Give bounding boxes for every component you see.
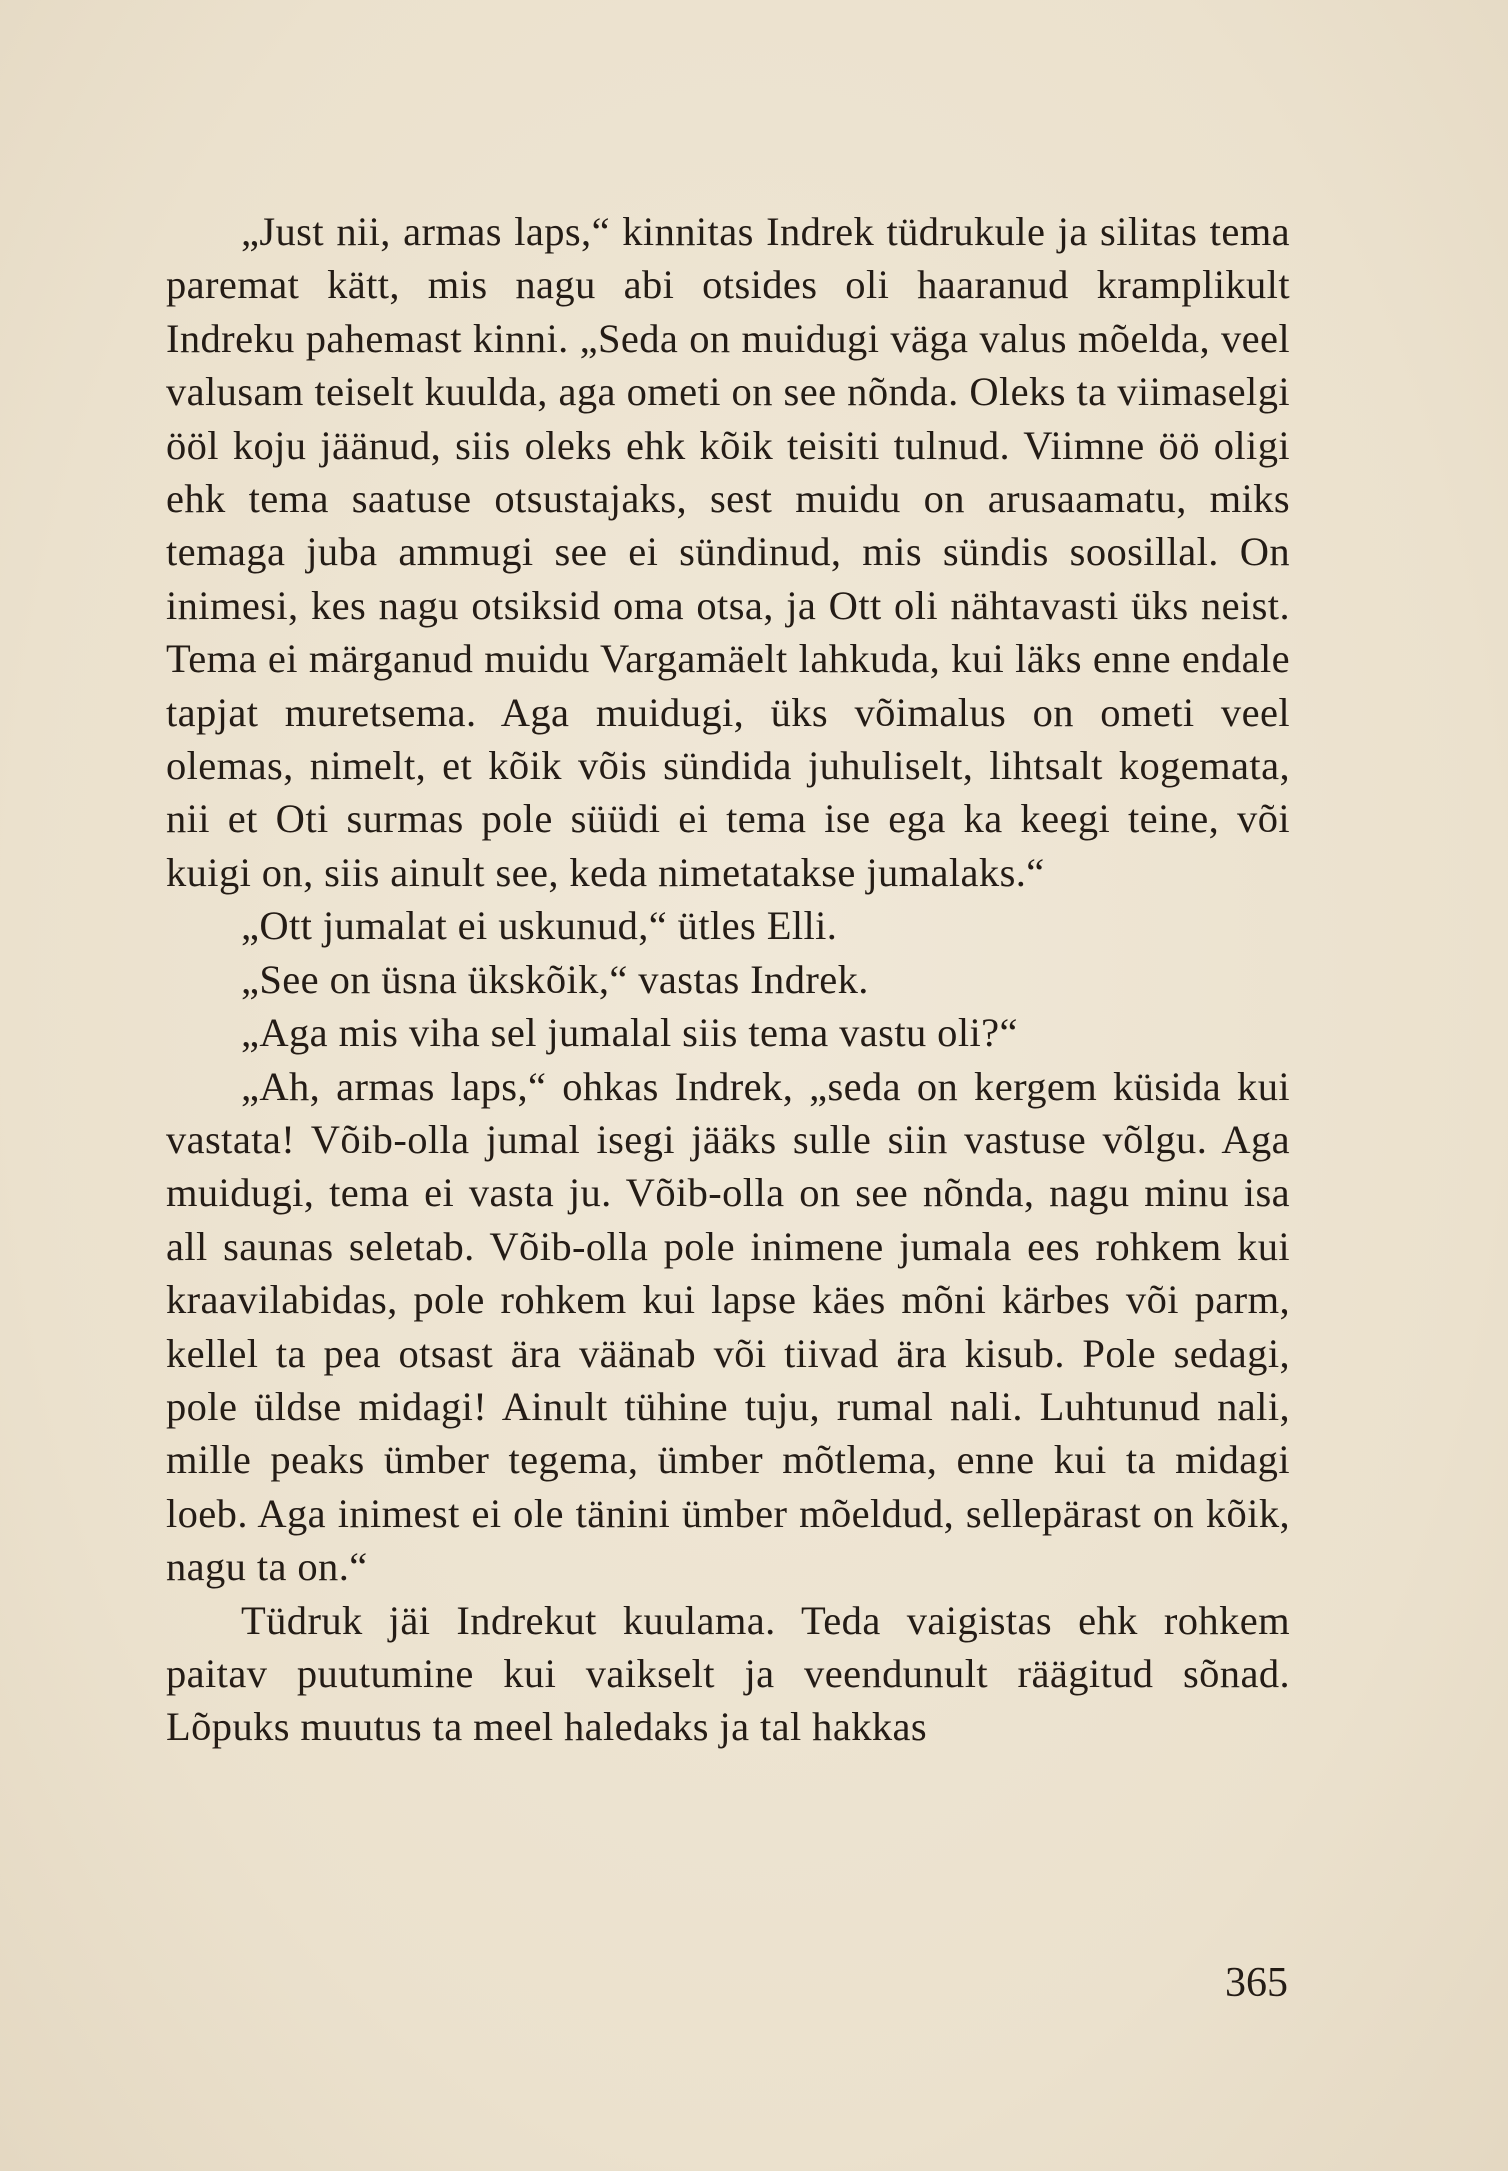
paragraph-3: „See on üsna ükskõik,“ vastas Indrek.	[241, 956, 869, 1002]
paragraph-6: Tüdruk jäi Indrekut kuulama. Teda vaigistas ehk rohkem paitav puutumine kui vaikselt ja veendunult räägitud sõnad. Lõpuks muutus ta meel haledaks ja tal hakkas	[166, 1597, 1290, 1750]
page-number: 365	[1225, 1960, 1288, 2006]
paragraph-4: „Aga mis viha sel jumalal siis tema vastu oli?“	[241, 1010, 1018, 1056]
paragraph-2: „Ott jumalat ei uskunud,“ ütles Elli.	[241, 903, 838, 949]
paragraph-5: „Ah, armas laps,“ ohkas Indrek, „seda on kergem küsida kui vastata! Võib-olla jumal isegi jääks sulle siin vastuse võlgu. Aga muidugi, tema ei vasta ju. Võib-olla on see nõnda, nagu minu isa all saunas seletab. Võib-olla pole inimene jumala ees rohkem kui kraavilabidas, pole rohkem kui lapse käes mõni kärbes või parm, kellel ta pea otsast ära väänab või tiivad ära kisub. Pole sedagi, pole üldse midagi! Ainult tühine tuju, rumal nali. Luhtunud nali, mille peaks ümber tegema, ümber mõtlema, enne kui ta midagi loeb. Aga inimest ei ole tänini ümber mõeldud, sellepärast on kõik, nagu ta on.“	[166, 1063, 1290, 1590]
paragraph-1: „Just nii, armas laps,“ kinnitas Indrek tüdrukule ja silitas tema paremat kätt, mis nagu abi otsides oli haaranud kramplikult Indreku pahemast kinni. „Seda on muidugi väga valus mõelda, veel valusam teiselt kuulda, aga ometi on see nõnda. Oleks ta viimaselgi ööl koju jäänud, siis oleks ehk kõik teisiti tulnud. Viimne öö oligi ehk tema saatuse otsustajaks, sest muidu on arusaamatu, miks temaga juba ammugi see ei sündinud, mis sündis soosillal. On inimesi, kes nagu otsiksid oma otsa, ja Ott oli nähtavasti üks neist. Tema ei märganud muidu Vargamäelt lahkuda, kui läks enne endale tapjat muretsema. Aga muidugi, üks võimalus on ometi veel olemas, nimelt, et kõik võis sündida juhuliselt, lihtsalt kogemata, nii et Oti surmas pole süüdi ei tema ise ega ka keegi teine, või kuigi on, siis ainult see, keda nimetatakse jumalaks.“	[166, 209, 1290, 895]
body-text	[166, 205, 1290, 1754]
